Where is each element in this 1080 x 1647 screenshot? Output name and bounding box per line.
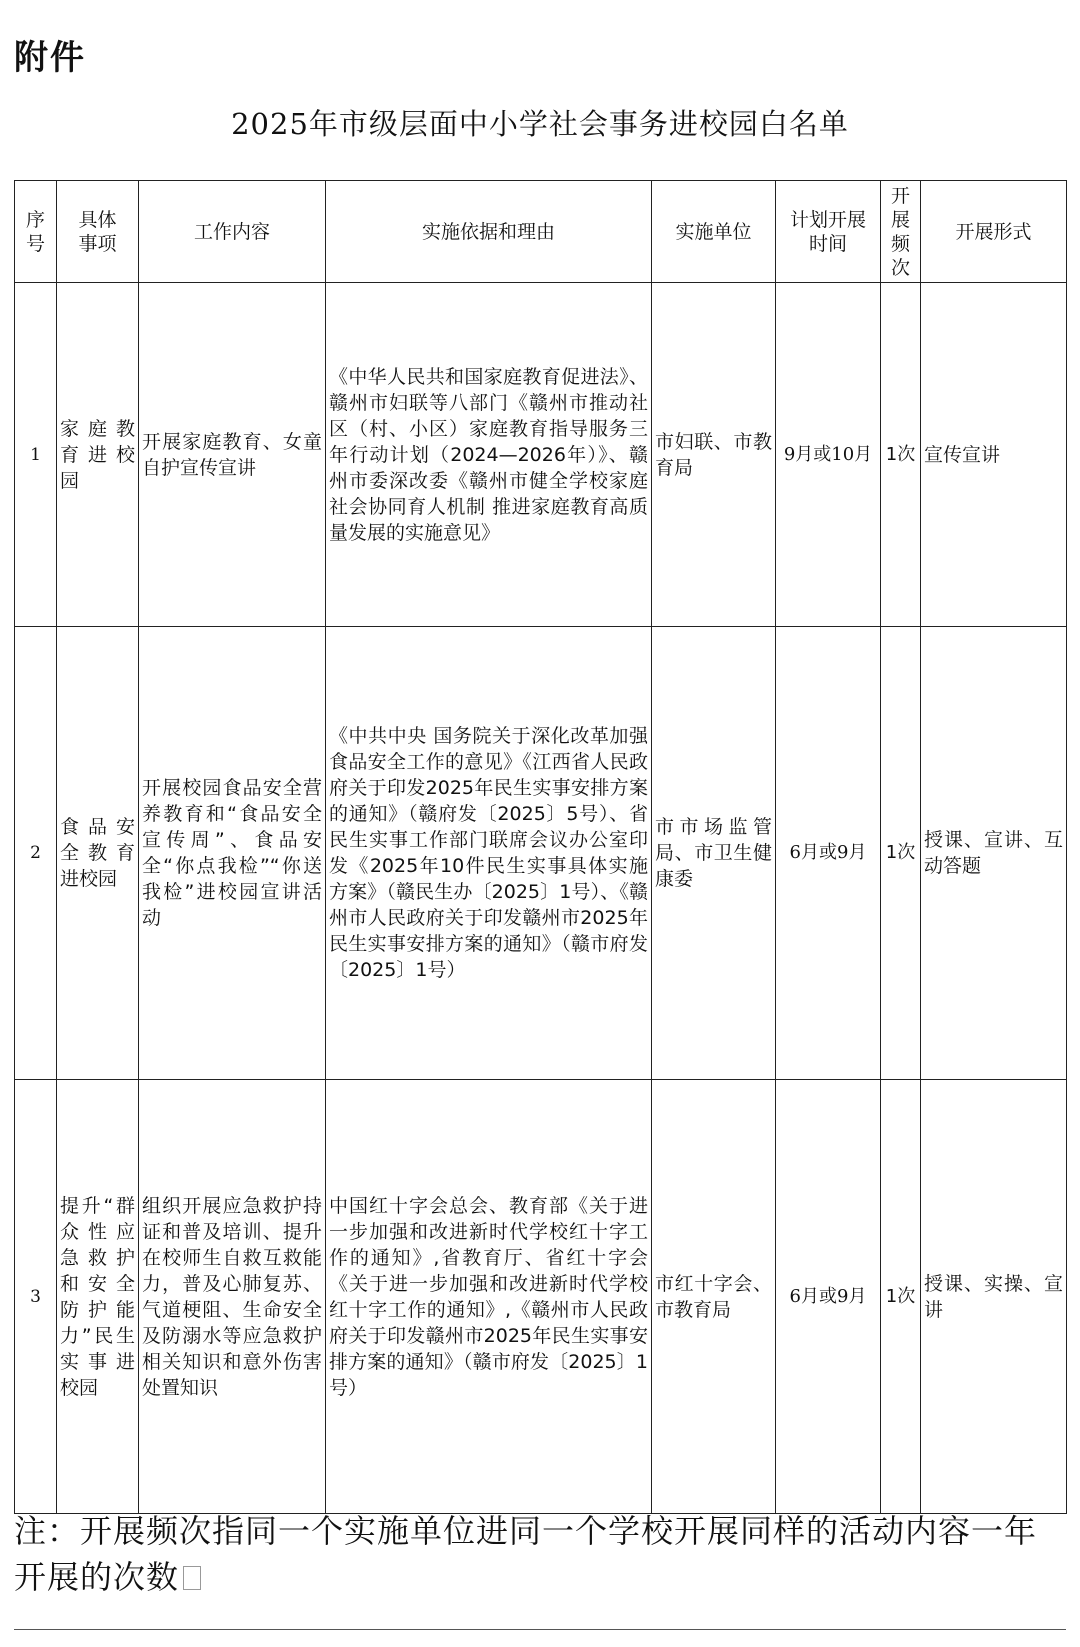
whitelist-table	[14, 180, 1067, 1514]
header-item: 具体事项	[57, 181, 139, 283]
row-frequency: 1次	[881, 627, 921, 1080]
table-row	[15, 1080, 1067, 1514]
row-unit: 市红十字会、市教育局	[652, 1080, 776, 1514]
row-basis: 《中共中央 国务院关于深化改革加强食品安全工作的意见》《江西省人民政府关于印发2025年民生实事安排方案的通知》（赣府发〔2025〕5号）、省民生实事工作部门联席会议办公室印发《2025年10件民生实事具体实施方案》（赣民生办〔2025〕1号）、《赣州市人民政府关于印发赣州市2025年民生实事安排方案的通知》（赣市府发〔2025〕1号）	[326, 627, 652, 1080]
row-unit: 市妇联、市教育局	[652, 283, 776, 627]
header-no: 序号	[15, 181, 57, 283]
footnote	[14, 1508, 1066, 1600]
row-time: 9月或10月	[776, 283, 881, 627]
row-form: 授课、实操、宣讲	[921, 1080, 1067, 1514]
row-form: 宣传宣讲	[921, 283, 1067, 627]
table-row	[15, 283, 1067, 627]
row-frequency: 1次	[881, 283, 921, 627]
header-form: 开展形式	[921, 181, 1067, 283]
row-number: 3	[15, 1080, 57, 1514]
row-content: 开展家庭教育、女童自护宣传宣讲	[139, 283, 326, 627]
header-basis: 实施依据和理由	[326, 181, 652, 283]
bottom-divider	[14, 1629, 1066, 1630]
row-form: 授课、宣讲、互动答题	[921, 627, 1067, 1080]
row-time: 6月或9月	[776, 627, 881, 1080]
header-frequency: 开展频次	[881, 181, 921, 283]
row-content: 开展校园食品安全营养教育和“食品安全宣传周”、食品安全“你点我检”“你送我检”进校园宣讲活动	[139, 627, 326, 1080]
header-content: 工作内容	[139, 181, 326, 283]
attachment-label: 附件	[14, 38, 86, 78]
row-item: 家庭教育进校园	[57, 283, 139, 627]
row-basis: 《中华人民共和国家庭教育促进法》、赣州市妇联等八部门《赣州市推动社区（村、小区）家庭教育指导服务三年行动计划（2024—2026年）》、赣州市委深改委《赣州市健全学校家庭社会协同育人机制 推进家庭教育高质量发展的实施意见》	[326, 283, 652, 627]
header-time: 计划开展时间	[776, 181, 881, 283]
footnote-text: 注：开展频次指同一个实施单位进同一个学校开展同样的活动内容一年开展的次数	[14, 1512, 1038, 1596]
row-content: 组织开展应急救护持证和普及培训、提升在校师生自救互救能力，普及心肺复苏、气道梗阻、生命安全及防溺水等应急救护相关知识和意外伤害处置知识	[139, 1080, 326, 1514]
row-item: 提升“群众性应急救护和安全防护能力”民生实事进校园	[57, 1080, 139, 1514]
row-time: 6月或9月	[776, 1080, 881, 1514]
document-title: 2025年市级层面中小学社会事务进校园白名单	[231, 107, 849, 141]
row-number: 1	[15, 283, 57, 627]
row-unit: 市市场监管局、市卫生健康委	[652, 627, 776, 1080]
row-frequency: 1次	[881, 1080, 921, 1514]
table-header-row	[15, 181, 1067, 283]
placeholder-box-icon	[183, 1566, 201, 1590]
row-number: 2	[15, 627, 57, 1080]
row-item: 食品安全教育进校园	[57, 627, 139, 1080]
header-unit: 实施单位	[652, 181, 776, 283]
row-basis: 中国红十字会总会、教育部《关于进一步加强和改进新时代学校红十字工作的通知》,省教育厅、省红十字会《关于进一步加强和改进新时代学校红十字工作的通知》,《赣州市人民政府关于印发赣州市2025年民生实事安排方案的通知》（赣市府发〔2025〕1号）	[326, 1080, 652, 1514]
table-row	[15, 627, 1067, 1080]
